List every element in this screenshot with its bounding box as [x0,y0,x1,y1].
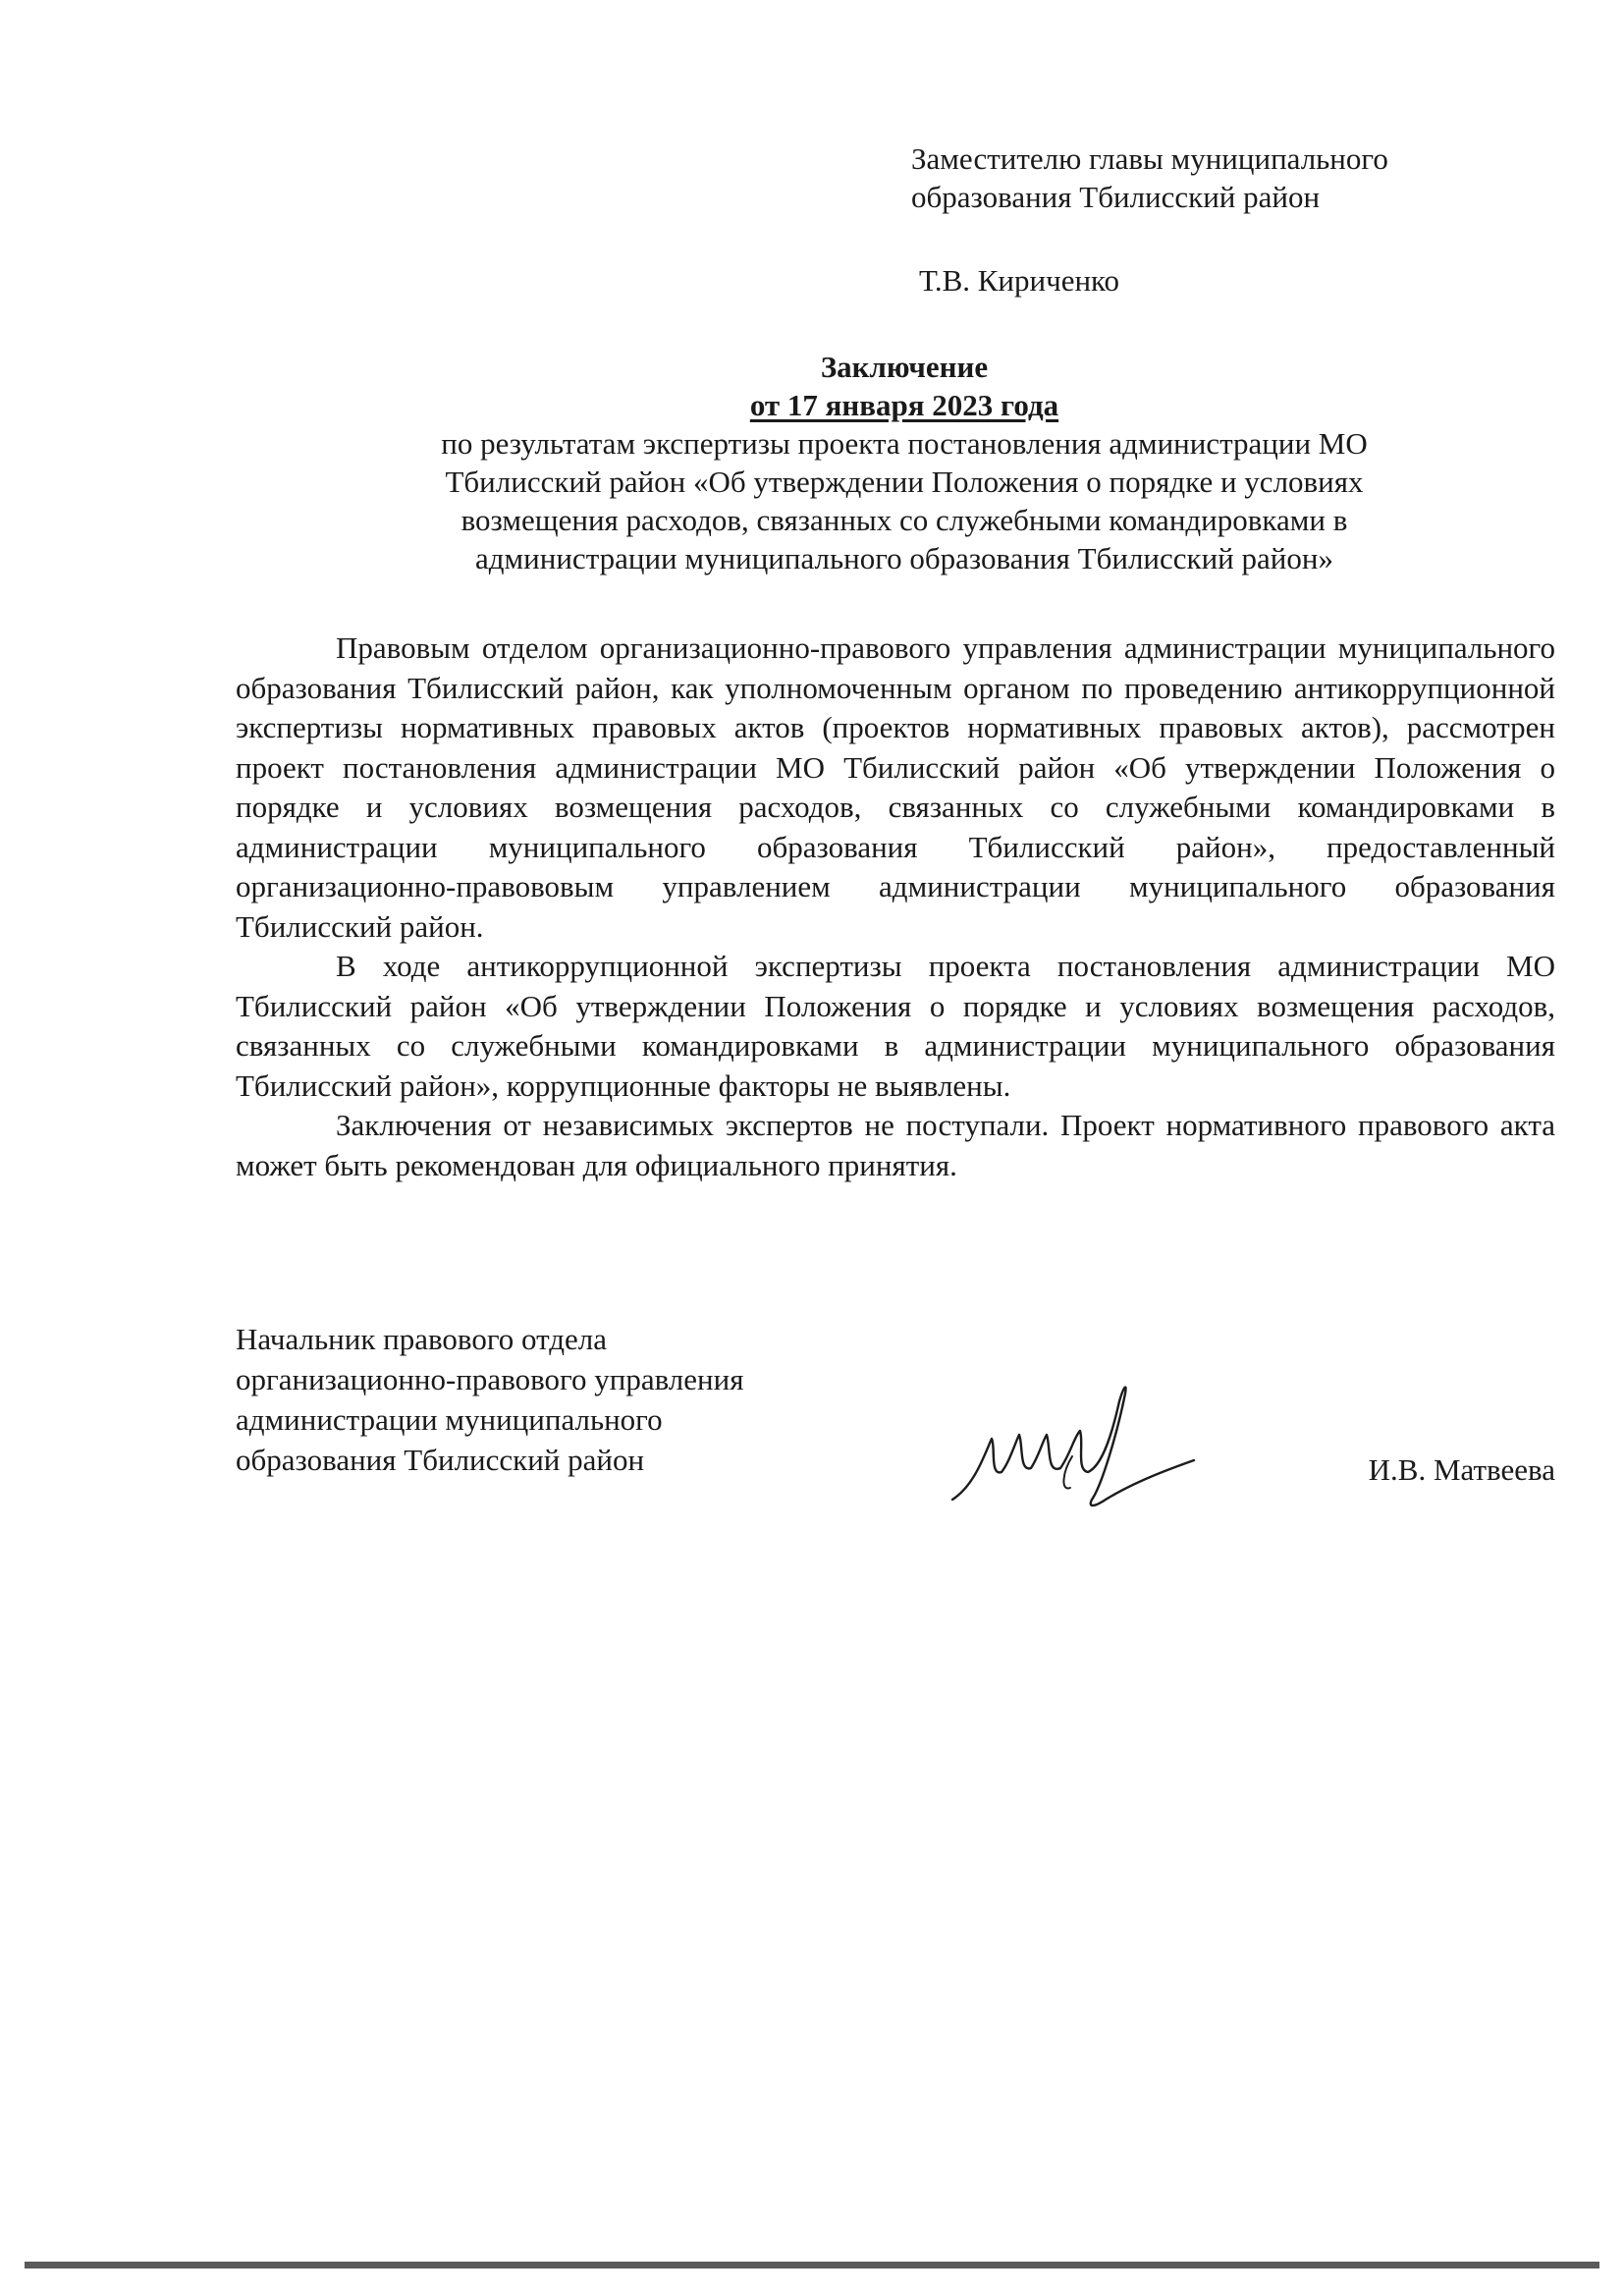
subject-line-2: Тбилисский район «Об утверждении Положения о порядке и условиях [445,465,1364,499]
document-date: от 17 января 2023 года [749,388,1059,422]
body-paragraph-2: В ходе антикоррупционной экспертизы проекта постановления администрации МО Тбилисский район «Об утверждении Положения о порядке и условиях возмещения расходов, связанных со служебными командировками в администрации муниципального образования Тбилисский район», коррупционные факторы не выявлены. [236,949,1555,1103]
subject-line-1: по результатам экспертизы проекта постановления администрации МО [441,426,1368,461]
signatory-name: И.В. Матвеева [1368,1452,1555,1487]
document-title-block [236,348,1573,577]
signatory-position-line-2: организационно-правового управления [236,1362,744,1396]
subject-line-4: администрации муниципального образования Тбилисский район» [475,541,1333,575]
body-paragraph-1: Правовым отделом организационно-правового управления администрации муниципального образования Тбилисский район, как уполномоченным органом по проведению антикоррупционной экспертизы нормативных правовых актов (проектов нормативных правовых актов), рассмотрен проект постановления администрации МО Тбилисский район «Об утверждении Положения о порядке и условиях возмещения расходов, связанных со служебными командировками в администрации муниципального образования Тбилисский район», предоставленный организационно-правововым управлением администрации муниципального образования Тбилисский район. [236,630,1555,944]
signatory-position-line-4: образования Тбилисский район [236,1443,645,1477]
addressee-line-1: Заместителю главы муниципального [911,141,1388,176]
signatory-position [236,1319,864,1480]
signatory-position-line-1: Начальник правового отдела [236,1322,608,1356]
addressee-block [911,139,1388,298]
document-body [236,629,1555,1185]
body-paragraph-3: Заключения от независимых экспертов не поступали. Проект нормативного правового акта может быть рекомендован для официального принятия. [236,1108,1555,1182]
signatory-position-line-3: администрации муниципального [236,1402,663,1437]
addressee-line-2: образования Тбилисский район [911,180,1321,214]
addressee-name: Т.В. Кириченко [919,263,1120,298]
handwritten-signature [945,1378,1200,1515]
signature-block [236,1319,1555,1555]
subject-line-3: возмещения расходов, связанных со служебными командировками в [460,503,1348,537]
page-bottom-rule [25,2262,1599,2269]
document-heading: Заключение [820,350,989,384]
